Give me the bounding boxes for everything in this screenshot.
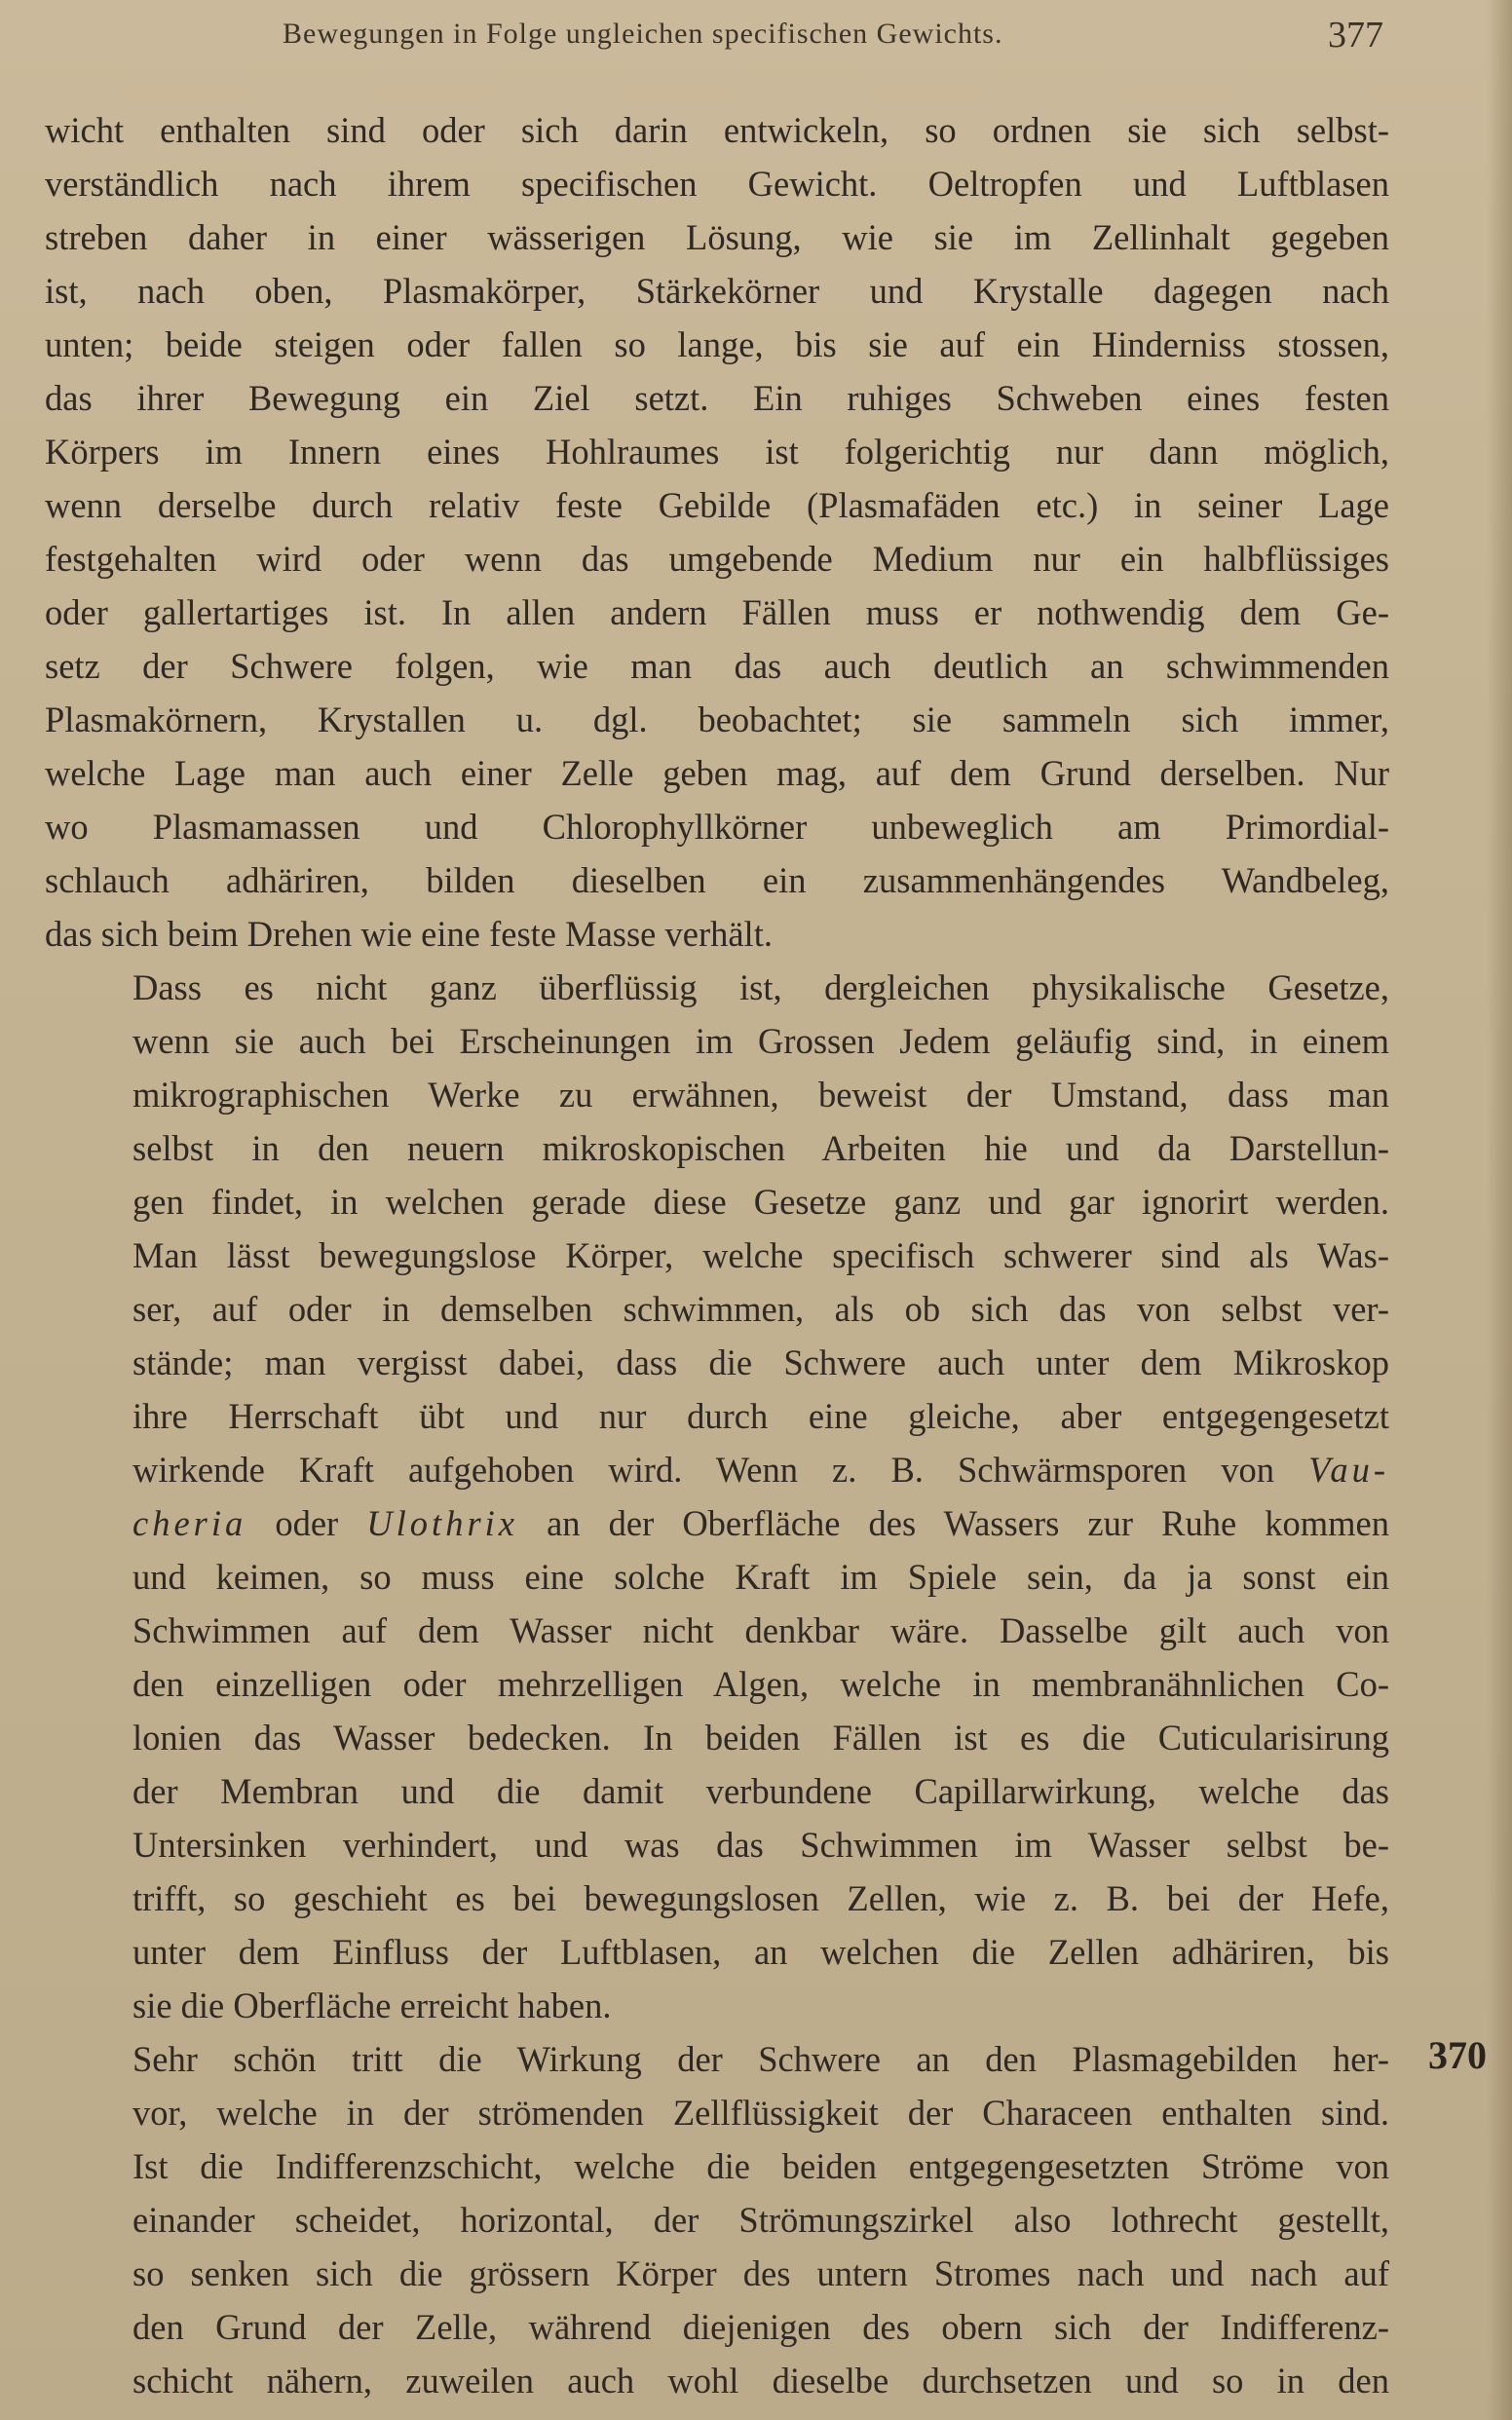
text-line: verständlich nach ihrem specifischen Gewicht. Oeltropfen und Luftblasen (45, 164, 1389, 204)
text-line: unter dem Einfluss der Luftblasen, an welchen die Zellen adhäriren, bis (132, 1932, 1389, 1972)
text-line: Dass es nicht ganz überflüssig ist, dergleichen physikalische Gesetze, (132, 967, 1389, 1007)
text-segment: an der Oberfläche des Wassers zur Ruhe kommen (517, 1503, 1389, 1543)
page-edge-shadow (1487, 0, 1512, 2420)
page-number: 377 (1328, 15, 1383, 56)
text-line: wenn derselbe durch relativ feste Gebilde (Plasmafäden etc.) in seiner Lage (45, 485, 1389, 525)
text-line: Man lässt bewegungslose Körper, welche specifisch schwerer sind als Was- (132, 1235, 1389, 1275)
text-line: einander scheidet, horizontal, der Strömungszirkel also lothrecht gestellt, (132, 2200, 1389, 2240)
text-line: Plasmakörnern, Krystallen u. dgl. beobachtet; sie sammeln sich immer, (45, 700, 1389, 739)
text-line: wicht enthalten sind oder sich darin entwickeln, so ordnen sie sich selbst- (45, 110, 1389, 150)
text-line: wo Plasmamassen und Chlorophyllkörner unbeweglich am Primordial- (45, 807, 1389, 847)
text-line (45, 1443, 1389, 1496)
text-line: stände; man vergisst dabei, dass die Schwere auch unter dem Mikroskop (132, 1342, 1389, 1382)
text-segment: oder (246, 1503, 367, 1543)
text-line: oder gallertartiges ist. In allen andern Fällen muss er nothwendig dem Ge- (45, 592, 1389, 632)
italic-taxon: Vau- (1308, 1450, 1389, 1490)
text-line: den einzelligen oder mehrzelligen Algen, welche in membranähnlichen Co- (132, 1664, 1389, 1704)
text-line: Schwimmen auf dem Wasser nicht denkbar wäre. Dasselbe gilt auch von (132, 1610, 1389, 1650)
text-line: setz der Schwere folgen, wie man das auch deutlich an schwimmenden (45, 646, 1389, 686)
text-line: trifft, so geschieht es bei bewegungslosen Zellen, wie z. B. bei der Hefe, (132, 1878, 1389, 1918)
text-segment: wirkende Kraft aufgehoben wird. Wenn z. B. Schwärmsporen von (132, 1450, 1309, 1490)
text-line: unten; beide steigen oder fallen so lange, bis sie auf ein Hinderniss stossen, (45, 324, 1389, 364)
text-line: Ist die Indifferenzschicht, welche die beiden entgegengesetzten Ströme von (132, 2146, 1389, 2186)
body-text (45, 103, 1389, 2407)
text-line: das sich beim Drehen wie eine feste Masse verhält. (45, 914, 773, 954)
text-line: Körpers im Innern eines Hohlraumes ist folgerichtig nur dann möglich, (45, 432, 1389, 472)
text-line: den Grund der Zelle, während diejenigen des obern sich der Indifferenz- (132, 2307, 1389, 2347)
paragraph-2 (45, 961, 1389, 2032)
text-line: lonien das Wasser bedecken. In beiden Fällen ist es die Cuticularisirung (132, 1718, 1389, 1758)
text-line: festgehalten wird oder wenn das umgebende Medium nur ein halbflüssiges (45, 539, 1389, 579)
text-line: und keimen, so muss eine solche Kraft im Spiele sein, da ja sonst ein (132, 1557, 1389, 1597)
text-line: ihre Herrschaft übt und nur durch eine gleiche, aber entgegengesetzt (132, 1396, 1389, 1436)
italic-taxon: cheria (132, 1503, 247, 1543)
text-line: streben daher in einer wässerigen Lösung, wie sie im Zellinhalt gegeben (45, 217, 1389, 257)
text-line: schlauch adhäriren, bilden dieselben ein zusammenhängendes Wandbeleg, (45, 860, 1389, 900)
text-line: wenn sie auch bei Erscheinungen im Grossen Jedem geläufig sind, in einem (132, 1021, 1389, 1061)
text-line: ser, auf oder in demselben schwimmen, als ob sich das von selbst ver- (132, 1289, 1389, 1329)
paragraph-3 (45, 2032, 1389, 2407)
text-line: mikrographischen Werke zu erwähnen, beweist der Umstand, dass man (132, 1075, 1389, 1115)
running-head: Bewegungen in Folge ungleichen specifischen Gewichts. (283, 18, 1003, 50)
text-line: Sehr schön tritt die Wirkung der Schwere an den Plasmagebilden her- (132, 2039, 1389, 2079)
text-line: sie die Oberfläche erreicht haben. (132, 1985, 612, 2025)
text-line: ist, nach oben, Plasmakörper, Stärkekörner und Krystalle dagegen nach (45, 271, 1389, 311)
text-line: das ihrer Bewegung ein Ziel setzt. Ein ruhiges Schweben eines festen (45, 378, 1389, 418)
text-line: schicht nähern, zuweilen auch wohl dieselbe durchsetzen und so in den (132, 2361, 1389, 2401)
text-line (45, 1496, 1389, 1550)
text-line: welche Lage man auch einer Zelle geben mag, auf dem Grund derselben. Nur (45, 753, 1389, 793)
text-line: vor, welche in der strömenden Zellflüssigkeit der Characeen enthalten sind. (132, 2093, 1389, 2133)
text-line: so senken sich die grössern Körper des untern Stromes nach und nach auf (132, 2253, 1389, 2293)
page-header (283, 12, 1383, 57)
paragraph-1 (45, 103, 1389, 961)
italic-taxon: Ulothrix (366, 1503, 518, 1543)
text-line: der Membran und die damit verbundene Capillarwirkung, welche das (132, 1771, 1389, 1811)
margin-reference-number: 370 (1428, 2033, 1487, 2077)
text-line: gen findet, in welchen gerade diese Gesetze ganz und gar ignorirt werden. (132, 1182, 1389, 1222)
text-line: Untersinken verhindert, und was das Schwimmen im Wasser selbst be- (132, 1825, 1389, 1865)
text-line: selbst in den neuern mikroskopischen Arbeiten hie und da Darstellun- (132, 1128, 1389, 1168)
